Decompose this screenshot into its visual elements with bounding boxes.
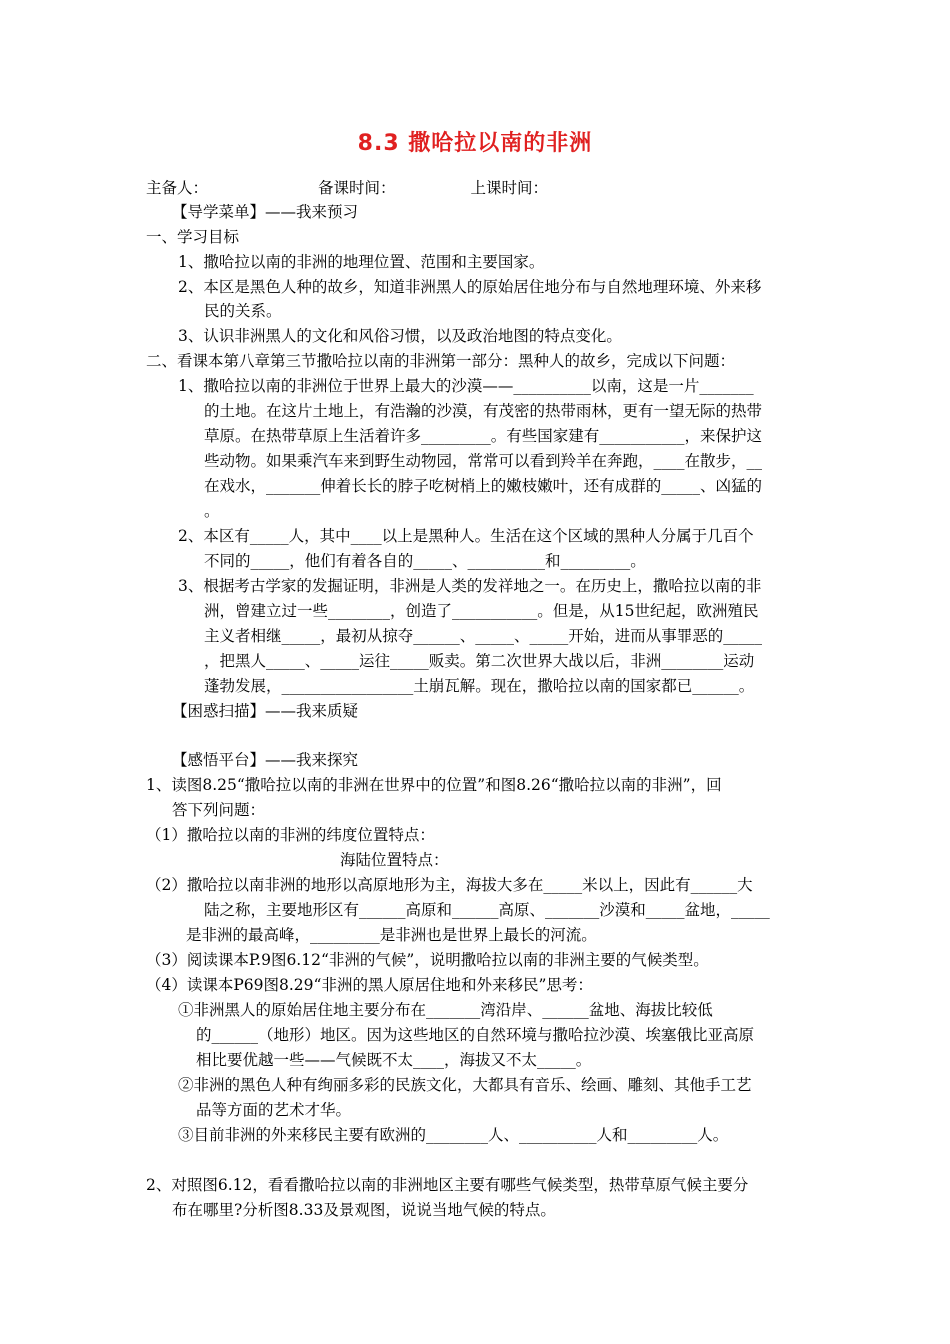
exercise-1-line: 答下列问题： — [172, 801, 266, 819]
objective-2-cont: 民的关系。 — [204, 302, 282, 320]
page-title: 8.3 撒哈拉以南的非洲 — [357, 131, 593, 156]
exercise-1-item-2: （2）撒哈拉以南非洲的地形以高原地形为主，海拔大多在_____米以上，因此有______大 — [146, 876, 753, 894]
exercise-2: 2、对照图6.12，看看撒哈拉以南的非洲地区主要有哪些气候类型，热带草原气候主要分 — [146, 1176, 749, 1194]
exercise-1-item-4: （4）读课本P69图8.29“非洲的黑人原居住地和外来移民”思考： — [146, 976, 593, 994]
objective-3: 3、认识非洲黑人的文化和风俗习惯，以及政治地图的特点变化。 — [178, 327, 622, 345]
preparer-label: 主备人： — [146, 179, 209, 197]
question-1-line: 些动物。如果乘汽车来到野生动物园，常常可以看到羚羊在奔跑，____在散步，__ — [204, 452, 763, 470]
question-2-line: 不同的_____，他们有着各自的_____、__________和_________。 — [204, 552, 646, 570]
question-1-line: 的土地。在这片土地上，有浩瀚的沙漠，有茂密的热带雨林，更有一望无际的热带 — [204, 402, 763, 420]
exercise-1-item-1: （1）撒哈拉以南的非洲的纬度位置特点： — [146, 826, 435, 844]
exercise-1-item-2-line: 是非洲的最高峰，_________是非洲也是世界上最长的河流。 — [186, 926, 597, 944]
question-1-line: 在戏水，_______伸着长长的脖子吃树梢上的嫩枝嫩叶，还有成群的_____、凶猛的 — [204, 477, 763, 495]
exercise-1-item-4-sub-2: ②非洲的黑色人种有绚丽多彩的民族文化，大都具有音乐、绘画、雕刻、其他手工艺 — [178, 1076, 752, 1094]
exercise-1-item-4-sub-1: ①非洲黑人的原始居住地主要分布在_______湾沿岸、______盆地、海拔比较低 — [178, 1001, 713, 1019]
header-line — [146, 178, 548, 198]
part2-heading: 二、看课本第八章第三节撒哈拉以南的非洲第一部分：黑种人的故乡，完成以下问题： — [146, 352, 736, 370]
exercise-1-item-4-sub-2-line: 品等方面的艺术才华。 — [196, 1101, 352, 1119]
objective-2: 2、本区是黑色人种的故乡，知道非洲黑人的原始居住地分布与自然地理环境、外来移 — [178, 278, 762, 296]
question-3-line: ，把黑人_____、_____运往_____贩卖。第二次世界大战以后，非洲________运动 — [204, 652, 755, 670]
question-3-line: 洲，曾建立过一些________，创造了___________。但是，从15世纪起，欧洲殖民 — [204, 602, 759, 620]
question-3-line: 主义者相继_____，最初从掠夺______、_____、_____开始，进而从事罪恶的_____ — [204, 627, 763, 645]
exercise-1-item-3: （3）阅读课本P.9图6.12“非洲的气候”，说明撒哈拉以南的非洲主要的气候类型。 — [146, 951, 709, 969]
question-1: 1、撒哈拉以南的非洲位于世界上最大的沙漠——__________以南，这是一片_______ — [178, 377, 754, 395]
exercise-1-item-1-line: 海陆位置特点： — [340, 851, 449, 869]
prep-time-label: 备课时间： — [318, 179, 396, 197]
question-3-line: 蓬勃发展，_________________土崩瓦解。现在，撒哈拉以南的国家都已______。 — [204, 677, 755, 695]
exercise-1-item-4-sub-1-line: 相比要优越一些——气候既不太____，海拔又不太_____。 — [196, 1051, 592, 1069]
exercise-1: 1、读图8.25“撒哈拉以南的非洲在世界中的位置”和图8.26“撒哈拉以南的非洲”，回 — [146, 776, 722, 794]
question-2: 2、本区有_____人，其中____以上是黑种人。生活在这个区域的黑种人分属于几百个 — [178, 527, 754, 545]
question-1-line: 草原。在热带草原上生活着许多_________。有些国家建有___________，来保护这 — [204, 427, 763, 445]
objectives-heading: 一、学习目标 — [146, 228, 240, 246]
question-1-line: 。 — [204, 502, 220, 520]
exercise-1-item-4-sub-1-line: 的______（地形）地区。因为这些地区的自然环境与撒哈拉沙漠、埃塞俄比亚高原 — [196, 1026, 755, 1044]
class-time-label: 上课时间： — [470, 179, 549, 197]
objective-1: 1、撒哈拉以南的非洲的地理位置、范围和主要国家。 — [178, 253, 545, 271]
puzzle-heading: 【困惑扫描】——我来质疑 — [172, 702, 359, 720]
guide-menu-heading: 【导学菜单】——我来预习 — [172, 203, 359, 221]
insight-heading: 【感悟平台】——我来探究 — [172, 751, 359, 769]
exercise-1-item-2-line: 陆之称，主要地形区有______高原和______高原、_______沙漠和_____盆地，_____ — [204, 901, 770, 919]
question-3: 3、根据考古学家的发掘证明，非洲是人类的发祥地之一。在历史上，撒哈拉以南的非 — [178, 577, 762, 595]
exercise-1-item-4-sub-3: ③目前非洲的外来移民主要有欧洲的________人、__________人和_________人。 — [178, 1126, 729, 1144]
exercise-2-line: 布在哪里?分析图8.33及景观图，说说当地气候的特点。 — [172, 1201, 556, 1219]
